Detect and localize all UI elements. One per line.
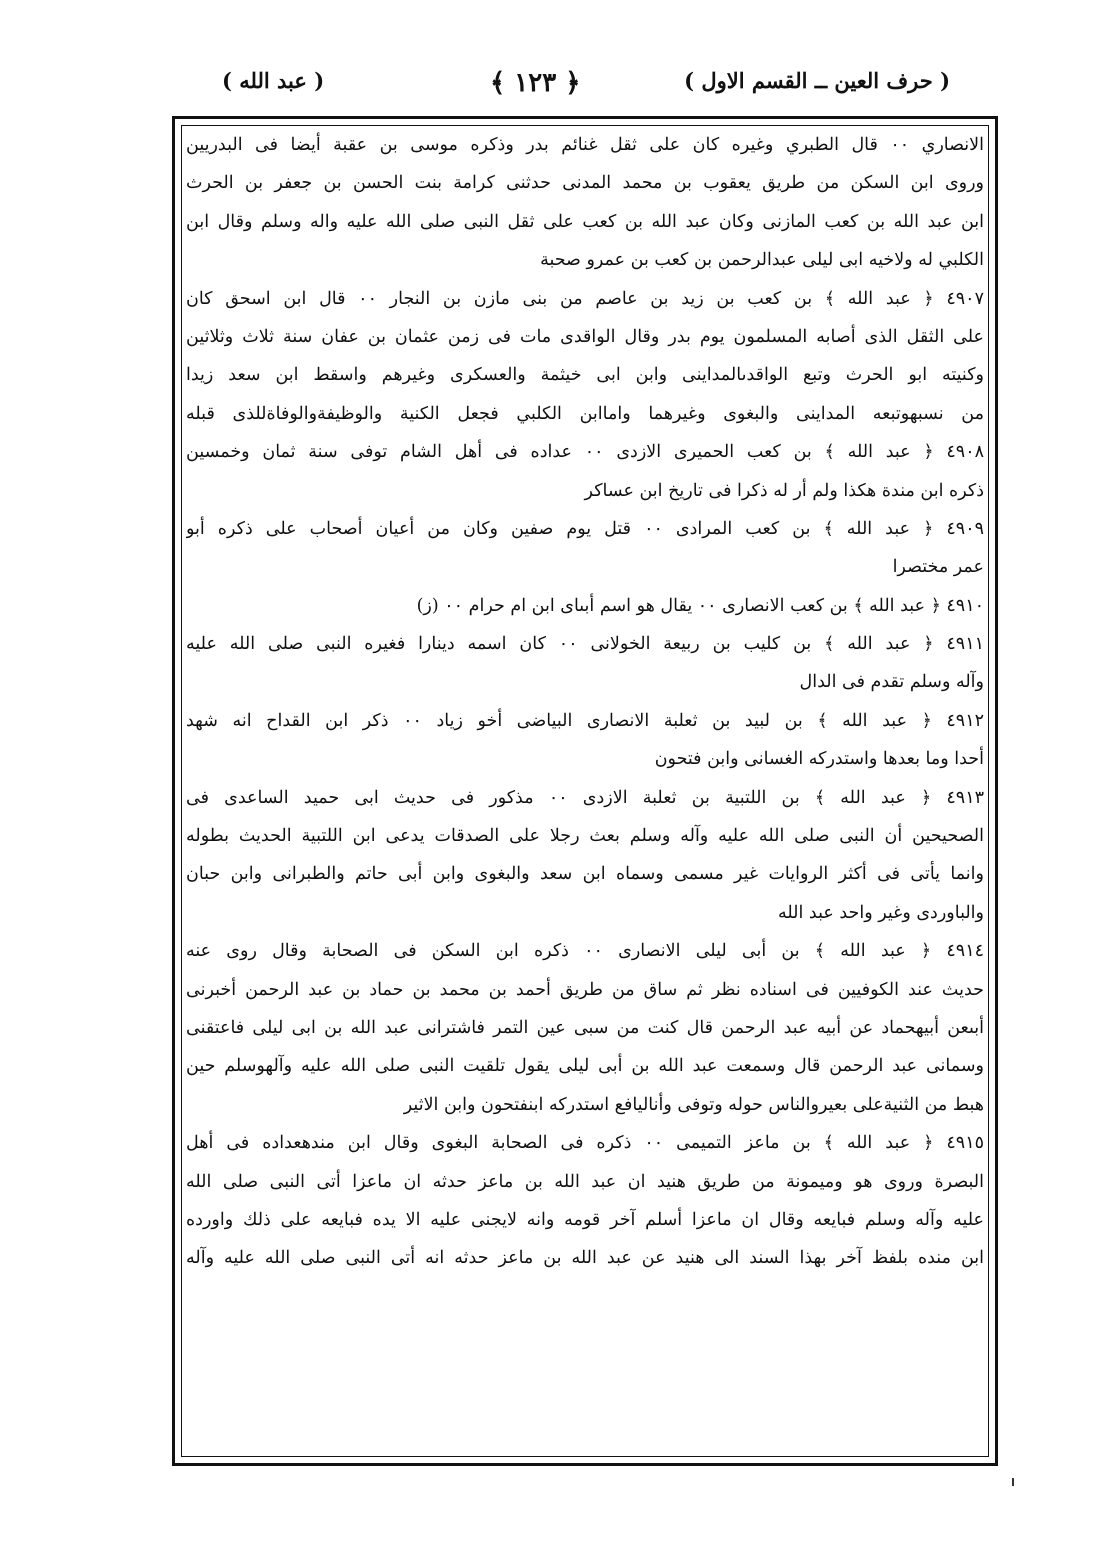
- text-line: وسمانى عبد الرحمن قال وسمعت عبد الله بن أبى ليلى يقول تلقيت النبى صلى الله عليه وآلهوسلم حين: [186, 1056, 984, 1077]
- text-line: ذكره ابن مندة هكذا ولم أر له ذكرا فى تاريخ ابن عساكر: [584, 480, 984, 501]
- page-header: [180, 68, 950, 108]
- page-number: ﴿ ١٢٣ ﴾: [490, 68, 581, 98]
- entry-4915-line: ٤٩١٥ ﴿ عبد الله ﴾ بن ماعز التميمى ٠٠ ذكره فى الصحابة البغوى وقال ابن مندهعداده فى أهل: [186, 1133, 984, 1154]
- header-chapter-title: ( حرف العين ــ القسم الاول ): [684, 68, 950, 93]
- text-line: على الثقل الذى أصابه المسلمون يوم بدر وقال الواقدى مات فى زمن عثمان بن عفان سنة ثلاث وثلاثين: [186, 326, 984, 347]
- text-line: ابن منده بلفظ آخر بهذا السند الى هنيد عن عبد الله بن ماعز حدثه انه أتى النبى صلى الله عليه وآله: [186, 1248, 984, 1269]
- margin-tick: [1012, 1478, 1014, 1486]
- entry-4910-line: ٤٩١٠ ﴿ عبد الله ﴾ بن كعب الانصارى ٠٠ يقال هو اسم أبىاى ابن ام حرام ٠٠ (ز): [416, 595, 984, 616]
- text-line: ابن عبد الله بن كعب المازنى وكان عبد الله بن كعب على ثقل النبى صلى الله عليه واله وسلم وقال ابن: [186, 211, 984, 232]
- text-line: عليه وآله وسلم فبايعه وقال ان ماعزا أسلم آخر قومه وانه لايجنى عليه الا يده فبايعه على ذلك واورده: [186, 1209, 984, 1230]
- entry-4907-line: ٤٩٠٧ ﴿ عبد الله ﴾ بن كعب بن زيد بن عاصم من بنى مازن بن النجار ٠٠ قال ابن اسحق كان: [186, 288, 984, 309]
- text-line: وروى ابن السكن من طريق يعقوب بن محمد المدنى حدثنى كرامة بنت الحسن بن جعفر بن الحرث: [186, 173, 984, 194]
- text-line: أبىعن أبيهحماد عن أبيه عبد الرحمن قال كنت من سبى عين التمر فاشترانى عبد الله بن ابى ليلى فاعتقنى: [186, 1017, 984, 1038]
- entry-4913-line: ٤٩١٣ ﴿ عبد الله ﴾ بن اللتبية بن ثعلبة الازدى ٠٠ مذكور فى حديث ابى حميد الساعدى فى: [186, 787, 984, 808]
- text-line: وانما يأتى فى أكثر الروايات غير مسمى وسماه ابن سعد والبغوى وابن أبى حاتم والطبرانى وابن حبان: [186, 864, 984, 885]
- entry-4912-line: ٤٩١٢ ﴿ عبد الله ﴾ بن لبيد بن ثعلبة الانصارى البياضى أخو زياد ٠٠ ذكر ابن القداح انه شهد: [186, 710, 984, 731]
- text-line: وكنيته ابو الحرث وتبع الواقدىالمداينى وابن ابى خيثمة والعسكرى وغيرهم واسقط ابن سعد زيدا: [186, 365, 984, 386]
- text-body: [186, 126, 984, 1456]
- entry-4911-line: ٤٩١١ ﴿ عبد الله ﴾ بن كليب بن ربيعة الخولانى ٠٠ كان اسمه دينارا فغيره النبى صلى الله عليه: [186, 634, 984, 655]
- text-line: من نسبهوتبعه المداينى والبغوى وغيرهما واماابن الكلبي فجعل الكنية والوظيفةوالوفاةللذى قبله: [186, 403, 984, 424]
- entry-4914-line: ٤٩١٤ ﴿ عبد الله ﴾ بن أبى ليلى الانصارى ٠٠ ذكره ابن السكن فى الصحابة وقال روى عنه: [186, 941, 984, 962]
- text-line: عمر مختصرا: [892, 557, 984, 578]
- text-line: هبط من الثنيةعلى بعيروالناس حوله وتوفى وأناليافع استدركه ابنفتحون وابن الاثير: [403, 1094, 984, 1115]
- text-line: الصحيحين أن النبى صلى الله عليه وآله وسلم بعث رجلا على الصدقات يدعى ابن اللتبية الحديث بطوله: [186, 826, 984, 847]
- text-line: وآله وسلم تقدم فى الدال: [799, 672, 984, 693]
- entry-4908-line: ٤٩٠٨ ﴿ عبد الله ﴾ بن كعب الحميرى الازدى ٠٠ عداده فى أهل الشام توفى سنة ثمان وخمسين: [186, 442, 984, 463]
- text-line: الانصاري ٠٠ قال الطبري وغيره كان على ثقل غنائم بدر وذكره موسى بن عقبة أيضا فى البدريين: [186, 135, 984, 155]
- text-line: أحدا وما بعدها واستدركه الغسانى وابن فتحون: [654, 749, 984, 770]
- text-line: البصرة وروى هو وميمونة من طريق هنيد ان عبد الله بن ماعز حدثه ان ماعزا أتى النبى صلى الله: [186, 1171, 984, 1192]
- text-line: الكلبي له ولاخيه ابى ليلى عبدالرحمن بن كعب بن عمرو صحبة: [540, 250, 984, 271]
- text-line: والباوردى وغير واحد عبد الله: [777, 902, 984, 923]
- header-section-name: ( عبد الله ): [222, 68, 325, 93]
- entry-4909-line: ٤٩٠٩ ﴿ عبد الله ﴾ بن كعب المرادى ٠٠ قتل يوم صفين وكان من أعيان أصحاب على ذكره أبو: [186, 518, 984, 539]
- text-line: حديث عند الكوفيين فى اسناده نظر ثم ساق من طريق أحمد بن محمد بن حماد بن عبد الرحمن أخبرنى: [186, 979, 984, 1000]
